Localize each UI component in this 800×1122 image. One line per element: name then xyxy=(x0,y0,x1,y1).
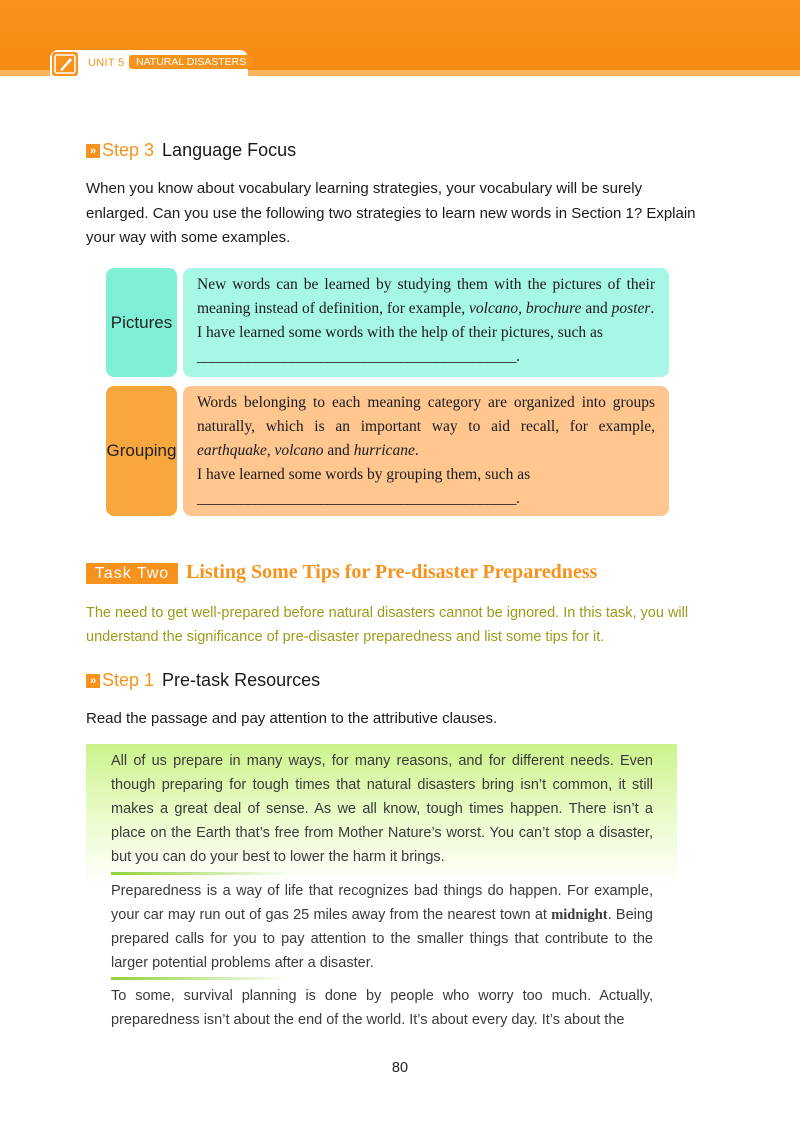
paragraph-divider xyxy=(111,872,291,875)
step1-heading xyxy=(86,670,320,691)
grouping-tag xyxy=(106,386,177,516)
passage-paragraph-2 xyxy=(111,879,653,975)
step1-title: Pre-task Resources xyxy=(162,670,321,690)
page-number: 80 xyxy=(391,1060,409,1076)
pictures-example-last: poster xyxy=(611,300,651,317)
step3-title: Language Focus xyxy=(162,140,297,160)
pictures-blank[interactable]: ____________________________________________. xyxy=(197,348,520,365)
pen-icon xyxy=(52,52,78,76)
grouping-label: Grouping xyxy=(106,441,177,460)
pictures-tag xyxy=(106,268,177,377)
pictures-label: Pictures xyxy=(110,312,173,332)
passage-paragraph-3: To some, survival planning is done by people who worry too much. Actually, preparedness isn’t about the end of the world. It’s about every day. It’s about the xyxy=(111,988,653,1028)
grouping-and: and xyxy=(327,442,350,459)
step1-instruction: Read the passage and pay attention to the attributive clauses. xyxy=(86,710,498,727)
grouping-examples: earthquake, volcano xyxy=(197,442,324,459)
step3-heading xyxy=(86,140,296,161)
pictures-box xyxy=(183,268,669,377)
grouping-example-last: hurricane xyxy=(353,442,415,459)
grouping-text1: Words belonging to each meaning category are organized into groups naturally, which is an important way to aid recall, for example, earthquake, volcano and hurricane. xyxy=(197,394,655,459)
step1-number: Step 1 xyxy=(102,670,155,690)
passage-p2-bold: midnight xyxy=(551,907,608,923)
grouping-blank[interactable]: ____________________________________________. xyxy=(197,490,520,507)
task-two-title: Listing Some Tips for Pre-disaster Preparedness xyxy=(186,561,598,583)
pictures-examples: volcano, brochure xyxy=(469,300,582,317)
step3-intro: When you know about vocabulary learning strategies, your vocabulary will be surely enlarged. Can you use the following two strategies to learn new words in Section 1? Explain your way with some examples. xyxy=(86,180,696,246)
task-two-desc: The need to get well-prepared before natural disasters cannot be ignored. In this task, you will understand the significance of pre-disaster preparedness and list some tips for it. xyxy=(86,605,689,645)
passage-paragraph-1: All of us prepare in many ways, for many reasons, and for different needs. Even though preparing for tough times that natural disasters bring isn’t common, it still makes a great deal of sense. As we all know, tough times happen. There isn’t a place on the Earth that’s free from Mother Nature’s worst. You can’t stop a disaster, but you can do your best to lower the harm it brings. xyxy=(111,753,653,865)
grouping-text1-body: Words belonging to each meaning category are organized into groups naturally, which is an important way to aid recall, for example, xyxy=(197,394,655,435)
grouping-box xyxy=(183,386,669,516)
pictures-text1-body: New words can be learned by studying them with the pictures of their meaning instead of definition, for example, xyxy=(197,276,655,317)
double-chevron-icon: » xyxy=(86,674,100,688)
task-two-tag: Task Two xyxy=(86,563,178,584)
unit-name-badge: NATURAL DISASTERS xyxy=(129,55,253,69)
passage-p2-start: Preparedness is a way of life that recognizes bad things do happen. For example, your car may run out of gas 25 miles away from the nearest town at xyxy=(111,883,653,923)
double-chevron-icon: » xyxy=(86,144,100,158)
grouping-text2: I have learned some words by grouping them, such as xyxy=(197,466,531,483)
pictures-text1: New words can be learned by studying them with the pictures of their meaning instead of definition, for example, volcano, brochure and poster. xyxy=(197,276,655,317)
unit-label: UNIT 5 xyxy=(88,57,125,69)
paragraph-divider xyxy=(111,977,291,980)
passage-p2-end: . Being prepared calls for you to pay attention to the smaller things that contribute to the larger potential problems after a disaster. xyxy=(111,907,653,971)
pictures-text2: I have learned some words with the help of their pictures, such as xyxy=(197,324,603,341)
step3-number: Step 3 xyxy=(102,140,155,160)
pictures-and: and xyxy=(585,300,608,317)
